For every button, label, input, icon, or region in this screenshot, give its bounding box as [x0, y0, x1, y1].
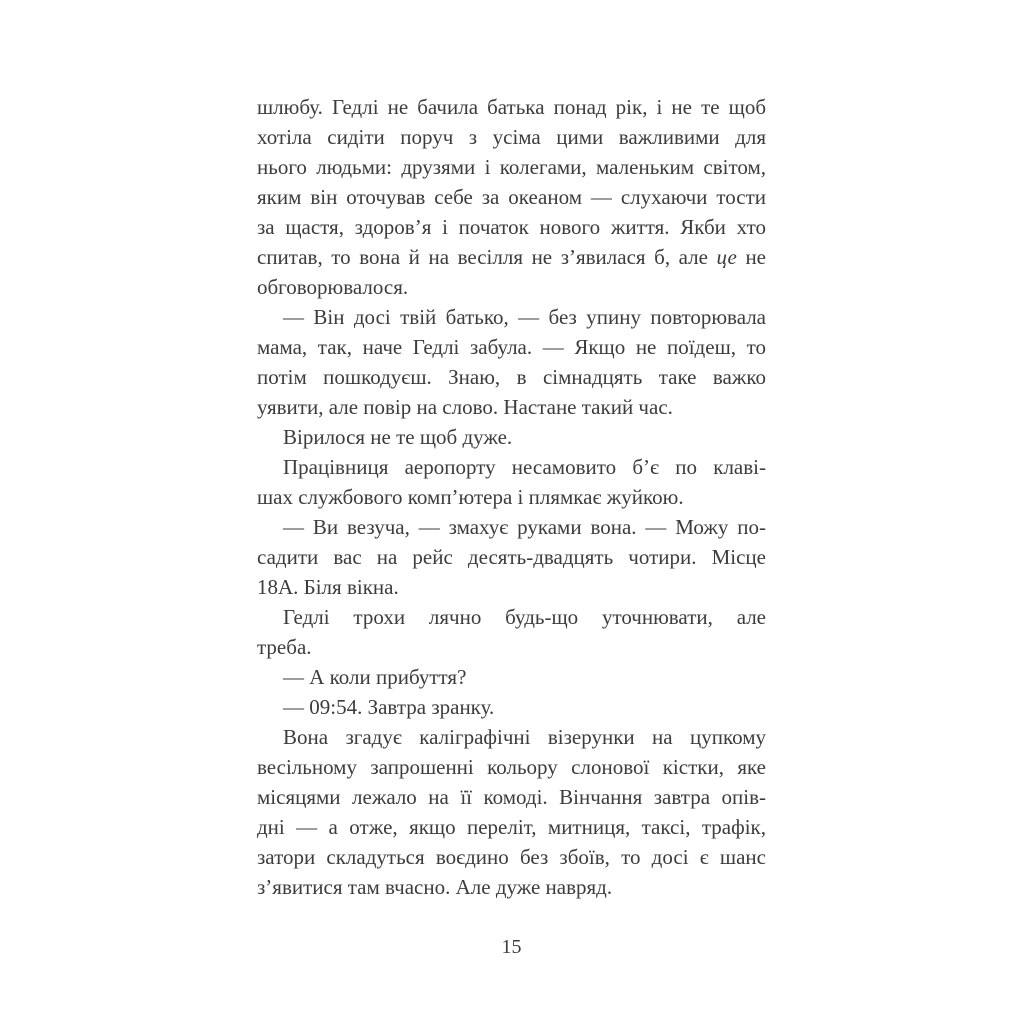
text-line: Вірилося не те щоб дуже.	[283, 425, 513, 449]
italic-text: це	[716, 245, 737, 269]
text-line: — Він досі твій батько, — без упину повторювала	[283, 305, 766, 329]
text-line: з’явитися там вчасно. Але дуже навряд.	[257, 875, 613, 899]
text-line: — 09:54. Завтра зранку.	[283, 695, 495, 719]
text-line: треба.	[257, 635, 312, 659]
text-line: — А коли прибуття?	[283, 665, 467, 689]
body-text	[257, 92, 766, 902]
text-line: шлюбу. Гедлі не бачила батька понад рік, і не те щоб	[257, 95, 766, 119]
text-line: затори складуться воєдино без збоїв, то досі є шанс	[257, 845, 766, 869]
text-line: уявити, але повір на слово. Настане такий час.	[257, 395, 673, 419]
text-line: Гедлі трохи лячно будь-що уточнювати, але	[283, 605, 766, 629]
text-line: спитав, то вона й на весілля не з’явилася б, але це не	[257, 245, 767, 269]
text-line: за щастя, здоров’я і початок нового життя. Якби хто	[257, 215, 766, 239]
page-number: 15	[501, 936, 522, 958]
text-line: весільному запрошенні кольору слонової кістки, яке	[257, 755, 766, 779]
text-line: місяцями лежало на її комоді. Вінчання завтра опів-	[257, 785, 766, 809]
text-line: садити вас на рейс десять-двадцять чотири. Місце	[257, 545, 766, 569]
text-line: потім пошкодуєш. Знаю, в сімнадцять таке важко	[257, 365, 766, 389]
text-line: нього людьми: друзями і колегами, маленьким світом,	[257, 155, 766, 179]
text-line: 18А. Біля вікна.	[257, 575, 399, 599]
text-line: хотіла сидіти поруч з усіма цими важливими для	[257, 125, 766, 149]
text-line: шах службового комп’ютера і плямкає жуйкою.	[257, 485, 684, 509]
text-line: мама, так, наче Гедлі забула. — Якщо не поїдеш, то	[257, 335, 766, 359]
text-line: Працівниця аеропорту несамовито б’є по клаві-	[283, 455, 766, 479]
text-line: дні — а отже, якщо переліт, митниця, таксі, трафік,	[257, 815, 766, 839]
text-line: — Ви везуча, — змахує руками вона. — Можу по-	[283, 515, 766, 539]
text-line: Вона згадує каліграфічні візерунки на цупкому	[283, 725, 766, 749]
text-line: обговорювалося.	[257, 275, 409, 299]
text-line: яким він оточував себе за океаном — слухаючи тости	[257, 185, 766, 209]
